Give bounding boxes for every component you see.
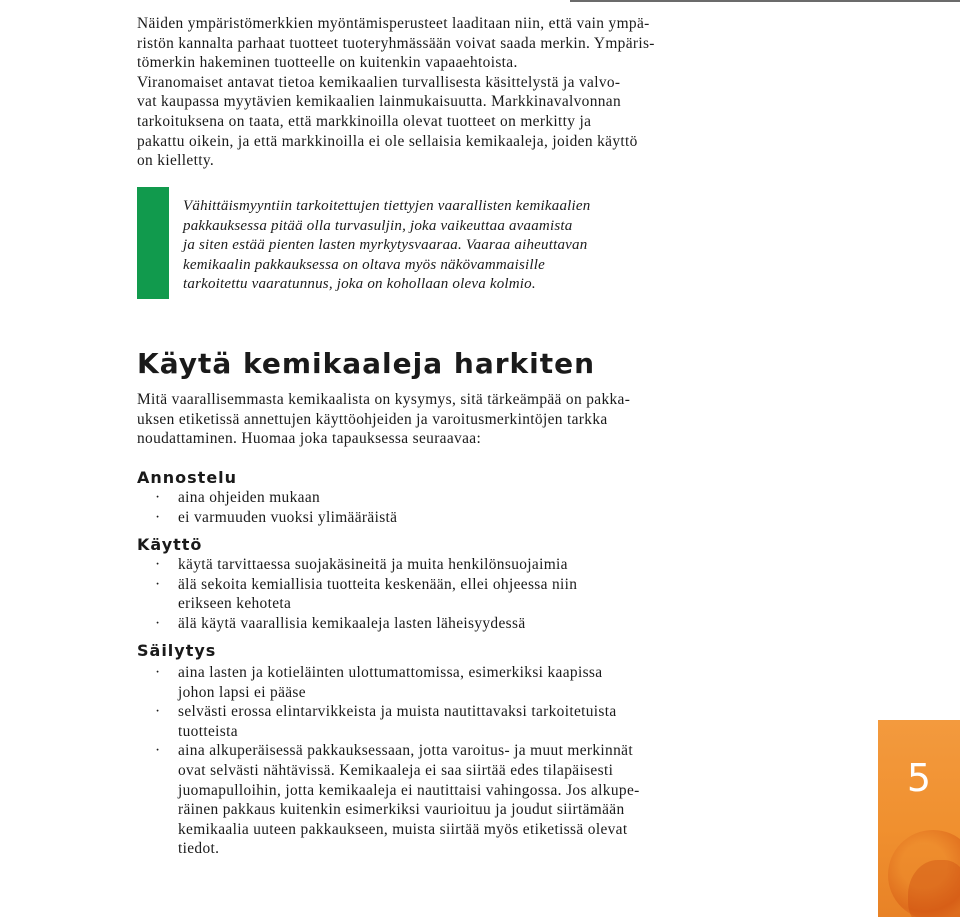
page-number: 5 [906,756,932,800]
subheading-annostelu: Annostelu [137,468,238,487]
sailytys-list [155,663,745,859]
intro-line: ristön kannalta parhaat tuotteet tuoteryhmässään voivat saada merkin. Ympäris- [137,34,655,52]
section-heading: Käytä kemikaaleja harkiten [137,347,596,380]
list-item: · aina lasten ja kotieläinten ulottumattomissa, esimerkiksi kaapissa johon lapsi ei pääse [155,664,603,701]
list-item: · käytä tarvittaessa suojakäsineitä ja muita henkilönsuojaimia [155,556,568,573]
bullet: · [155,556,161,573]
note-line: ja siten estää pienten lasten myrkytysvaaraa. Vaaraa aiheuttavan [183,237,588,253]
intro-line: vat kaupassa myytävien kemikaalien lainmukaisuutta. Markkinavalvonnan [137,93,622,111]
page-number-tab [878,720,960,917]
intro-line: Näiden ympäristömerkkien myöntämisperusteet laaditaan niin, että vain ympä- [137,15,650,32]
bullet: · [155,508,161,526]
lead-line: noudattaminen. Huomaa joka tapauksessa seuraavaa: [137,430,482,448]
annostelu-list [155,488,745,527]
top-rule [570,0,960,2]
subheading-kaytto: Käyttö [137,535,203,554]
list-item: · selvästi erossa elintarvikkeista ja muista nautittavaksi tarkoitetuista tuotteista [155,703,617,740]
note-accent-bar [137,187,169,299]
intro-line: pakattu oikein, ja että markkinoilla ei ole sellaisia kemikaaleja, joiden käyttö [137,132,638,150]
list-item: · aina alkuperäisessä pakkauksessaan, jotta varoitus- ja muut merkinnät ovat selvästi nähtävissä. Kemikaaleja ei saa siirtää edes tilapäisesti juomapulloihin, jotta kemikaaleja ei nautittaisi vahingossa. Jos alkupe- räinen pakkaus kuitenkin esimerkiksi vaurioituu ja joudut siirtämään kemikaalia uuteen pakkaukseen, muista siirtää myös etiketissä olevat tiedot. [155,742,640,858]
bullet: · [155,575,161,593]
section-lead [137,390,747,449]
bullet: · [155,703,161,721]
subheading-sailytys: Säilytys [137,641,217,660]
intro-line: on kielletty. [137,152,215,170]
intro-line: tarkoituksena on taata, että markkinoilla olevat tuotteet on merkitty ja [137,112,592,130]
lead-line: Mitä vaarallisemmasta kemikaalista on kysymys, sitä tärkeämpää on pakka- [137,391,631,408]
bullet: · [155,489,161,506]
intro-line: Viranomaiset antavat tietoa kemikaalien turvallisesta käsittelystä ja valvo- [137,73,621,91]
bullet: · [155,664,161,681]
note-line: pakkauksessa pitää olla turvasuljin, joka vaikeuttaa avaamista [183,217,573,234]
list-item: · älä sekoita kemiallisia tuotteita keskenään, ellei ohjeessa niin erikseen kehoteta [155,575,578,613]
safety-note [183,197,703,295]
note-line: Vähittäismyyntiin tarkoitettujen tiettyjen vaarallisten kemikaalien [183,198,591,214]
bullet: · [155,742,161,760]
intro-line: tömerkin hakeminen tuotteelle on kuitenkin vapaaehtoista. [137,54,518,72]
intro-paragraph [137,14,747,171]
bullet: · [155,614,161,632]
note-line: tarkoitettu vaaratunnus, joka on kohollaan oleva kolmio. [183,276,536,292]
list-item: · älä käytä vaarallisia kemikaaleja lasten läheisyydessä [155,614,526,632]
kaytto-list [155,555,745,633]
list-item: · aina ohjeiden mukaan [155,489,321,506]
note-line: kemikaalin pakkauksessa on oltava myös näkövammaisille [183,256,545,273]
list-item: · ei varmuuden vuoksi ylimääräistä [155,508,398,526]
lead-line: uksen etiketissä annettujen käyttöohjeiden ja varoitusmerkintöjen tarkka [137,410,608,428]
